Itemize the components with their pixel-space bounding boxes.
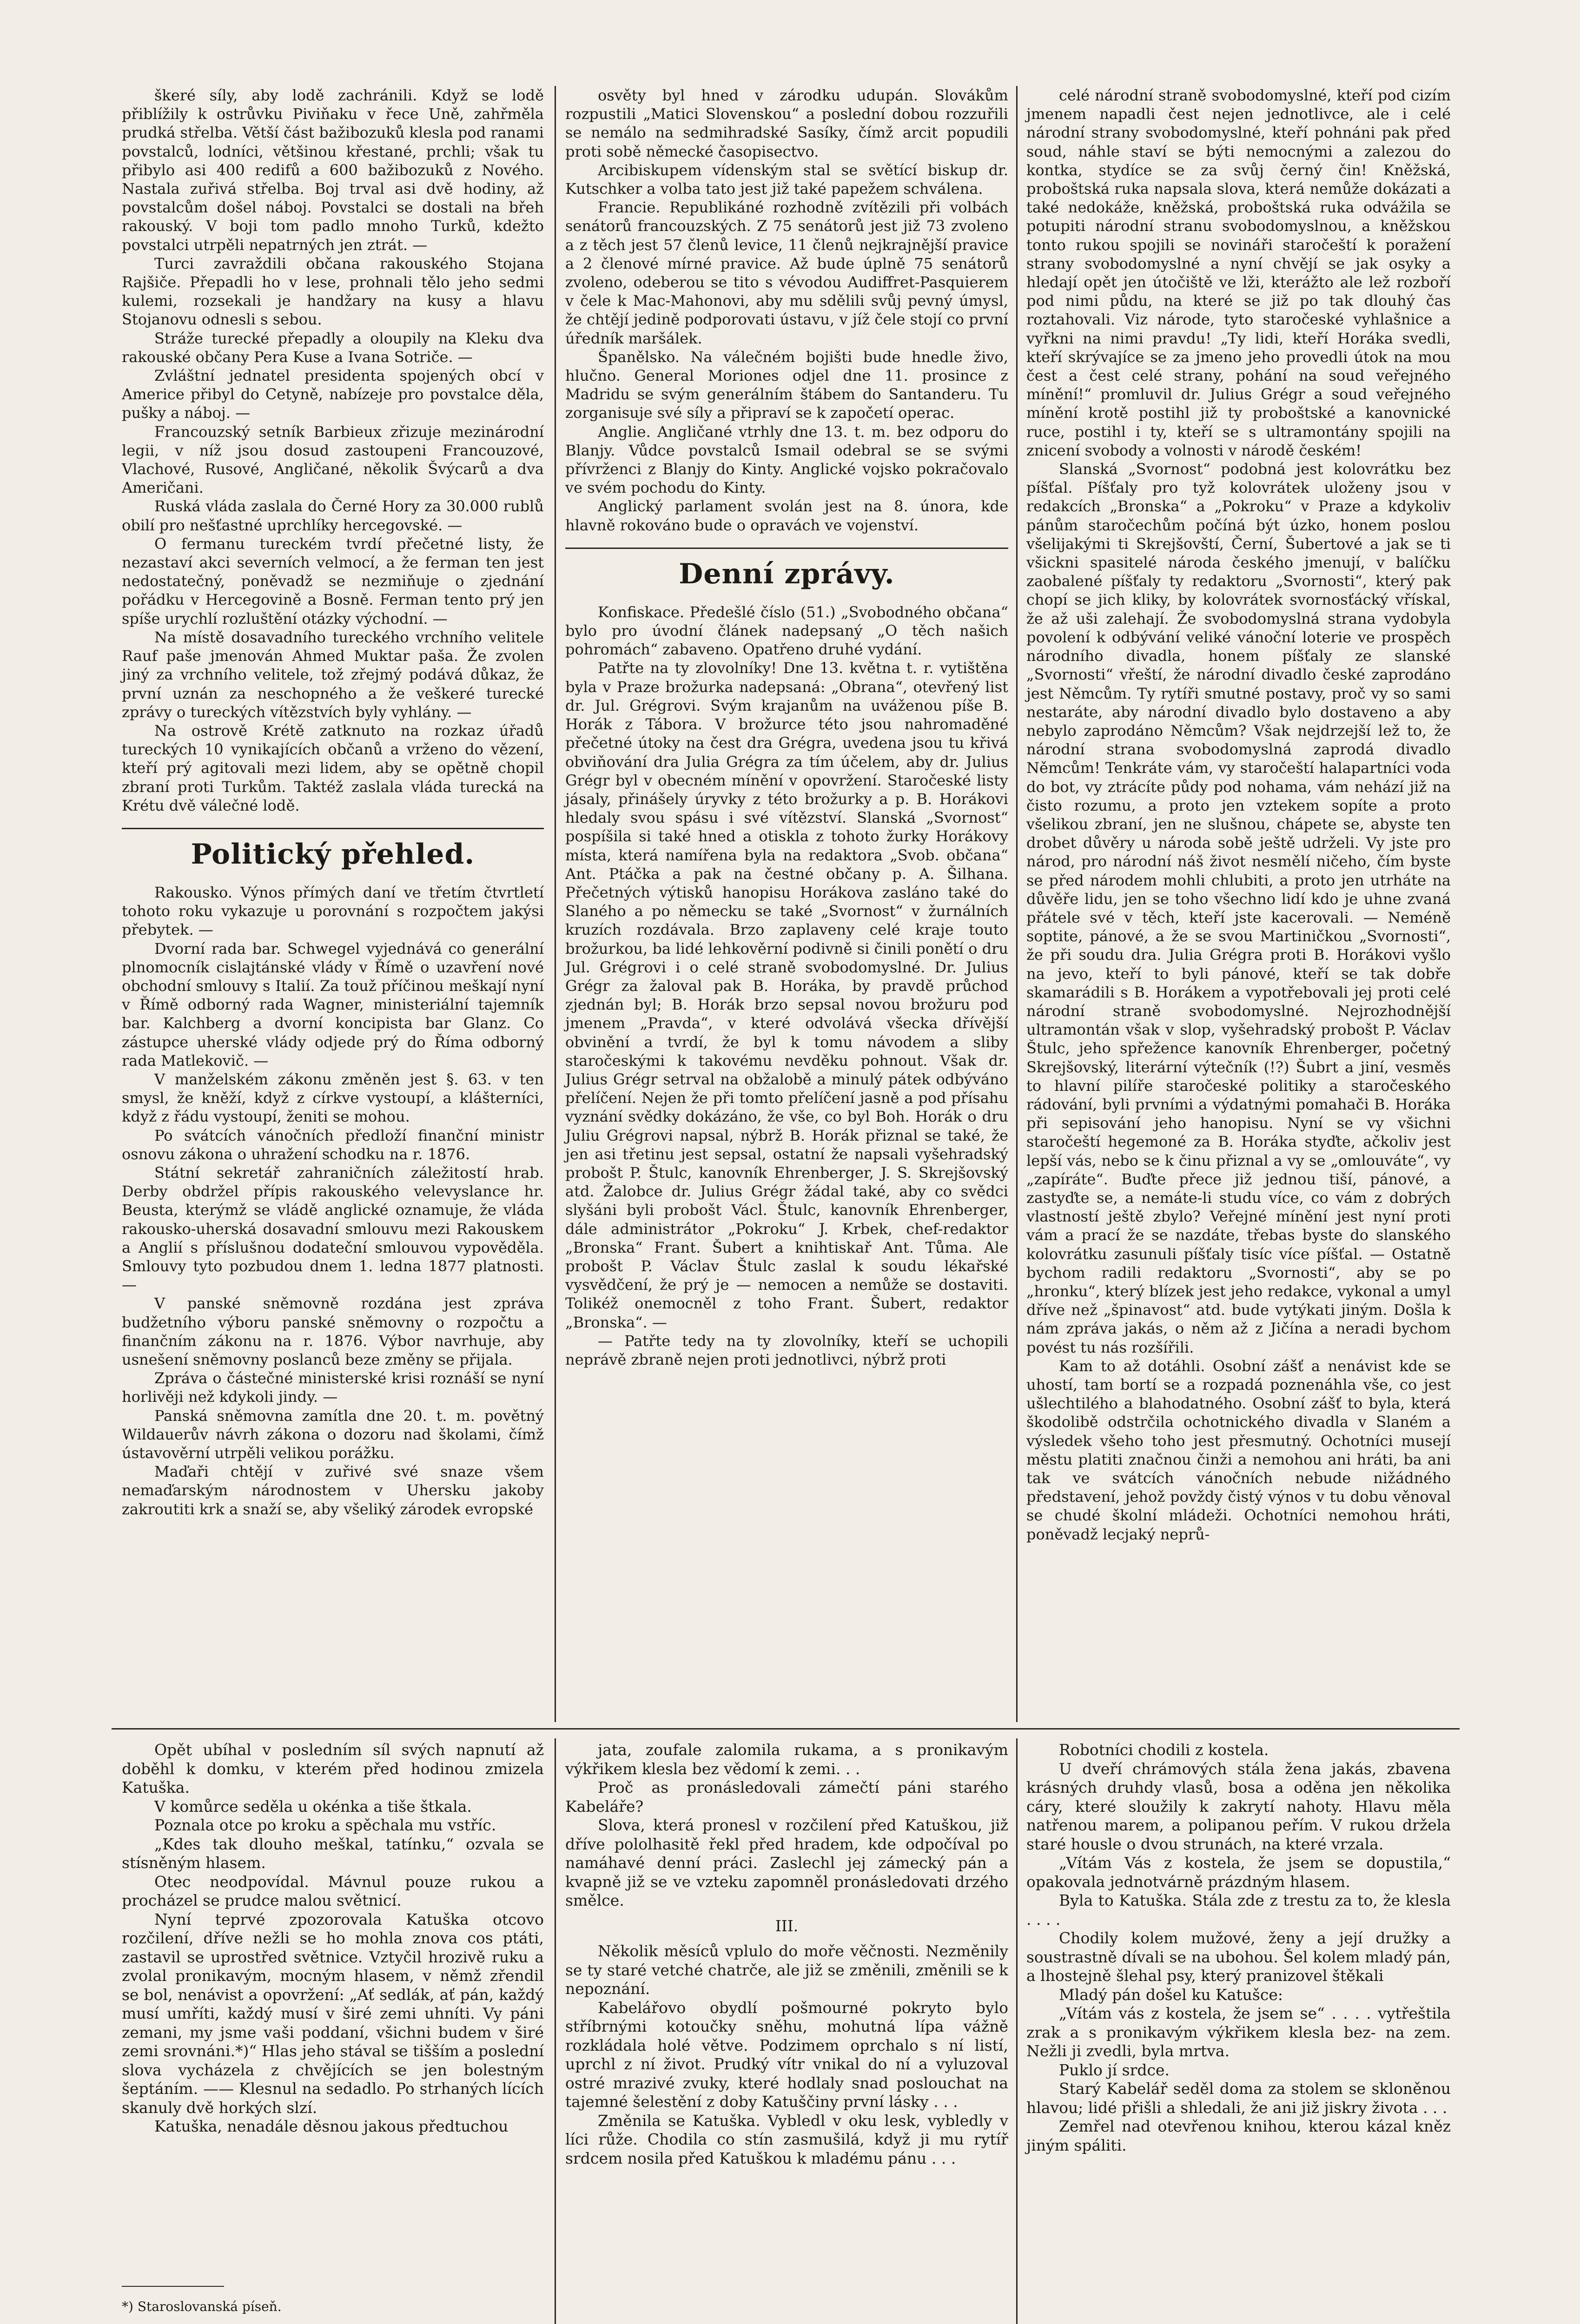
paragraph: „Vítám Vás z kostela, že jsem se dopustila,“ opakovala jednotvárně prázdným hlasem. [1026, 1854, 1451, 1891]
paragraph: Ruská vláda zaslala do Černé Hory za 30.000 rublů obilí pro nešťastné uprchlíky hercegovské. — [122, 497, 544, 534]
paragraph: jata, zoufale zalomila rukama, a s pronikavým výkřikem klesla bez vědomí k zemi. . . [565, 1741, 1008, 1778]
paragraph: Anglický parlament svolán jest na 8. února, kde hlavně rokováno bude o opravách ve vojenství. [565, 497, 1008, 534]
paragraph: „Vítám vás z kostela, že jsem se“ . . . . vytřeštila zrak a s pronikavým výkřikem klesla bez- na zem. Nežli ji zvedli, byla mrtva. [1026, 2004, 1451, 2060]
column-rule-2 [1016, 86, 1018, 1722]
paragraph: Opět ubíhal v posledním síl svých napnutí až doběhl k domku, v kterém před hodinou zmizela Katuška. [122, 1741, 544, 1796]
paragraph: Otec neodpovídal. Mávnul pouze rukou a procházel se prudce malou světnicí. [122, 1872, 544, 1909]
paragraph: Změnila se Katuška. Vybledl v oku lesk, vybledly v líci růže. Chodila co stín zasmušilá, když ji mu rytíř srdcem nosila před Katuškou k mladému pánu . . . [565, 2111, 1008, 2167]
paragraph: celé národní straně svobodomyslné, kteří pod cizím jmenem napadli čest nejen jednotlivce, ale i celé národní strany svobodomyslné, kteří pohnáni pak před soud, náhle staví se býti nemocnými a zalezou do kontka, stydíce se za svůj černý čin! Kněžská, proboštská ruka napsala slova, která nemůže dokázati a také nedokáže, kněžská, proboštská ruka odvážila se potupiti národní stranu svobodomyslnou, a kněžskou tonto rukou spojili se novináři staročeští k poražení strany svobodomyslné a nyní chvějí se jak osyky a hledají opět jen útočiště ve lži, kterážto ale lež rozboří pod nimi půdu, na které se již po tak dlouhý čas roztahovali. Viz národe, tyto staročeské vyhlašnice a vyřkni na nimi pravdu! „Ty lidi, kteří Horáka svedli, kteří skrývajíce se za jmeno jeho provedli útok na mou čest a čest celé strany, pohání na soud veřejného mínění!“ promluvil dr. Julius Grégr a soud veřejného mínění krotě postihl již ty proboštské a kanovnické ruce, postihl i ty, kteří se s ultramontány spojili na znicení svobody a volnosti v národě českém! [1026, 86, 1451, 459]
column-3 [1026, 86, 1451, 1544]
paragraph: Puklo jí srdce. [1059, 2060, 1170, 2079]
paragraph: Nyní teprvé zpozorovala Katuška otcovo rozčilení, dříve nežli se ho mohla znova cos ptáti, zastavil se uprostřed světnice. Vztyčil hrozivě ruku a zvolal pronikavým, mocným hlasem, v němž zřendil se bol, nenávist a opovržení: „Ať sedlák, ať pán, každý musí umříti, každý musí v širé zemi uhníti. Vy páni zemani, my jsme vaši poddaní, všichni budem v širé zemi srovnáni.*)“ Hlas jeho stával se tišším a poslední slova vycházela z chvějících se jen bolestným šeptáním. —— Klesnul na sedadlo. Po strhaných lících skanuly dvě horkých slzí. [122, 1910, 544, 2117]
paragraph: Maďaři chtějí v zuřivé své snaze všem nemaďarským národnostem v Uhersku jakoby zakroutiti krk a snaží se, aby všeliký zárodek evropské [122, 1463, 544, 1518]
feuilleton-rule-1 [555, 1738, 556, 2324]
column-1 [122, 86, 544, 1519]
feuilleton-divider [112, 1728, 1460, 1730]
paragraph: Na ostrově Krétě zatknuto na rozkaz úřadů tureckých 10 vynikajících občanů a vrženo do vězení, kteří prý agitovali mezi lidem, aby se opětně chopil zbraní proti Turkům. Taktéž zaslala vláda turecká na Krétu dvě válečné lodě. [122, 721, 544, 814]
paragraph: Byla to Katuška. Stála zde z trestu za to, že klesla . . . . [1026, 1891, 1451, 1928]
paragraph: Anglie. Angličané vtrhly dne 13. t. m. bez odporu do Blanjy. Vůdce povstalců Ismail odebral se se svými přívrženci z Blanjy do Kinty. Anglické vojsko pokračovalo ve svém pochodu do Kinty. [565, 423, 1008, 497]
paragraph: Zpráva o částečné ministerské krisi roznáší se nyní horlivěji než kdykoli jindy. — [122, 1369, 544, 1406]
footnote: *) Staroslovanská píseň. [122, 2299, 282, 2314]
paragraph: Starý Kabelář seděl doma za stolem se skloněnou hlavou; lidé přišli a shledali, že ani již jiskry života . . . [1026, 2080, 1451, 2117]
paragraph: Robotníci chodili z kostela. [1059, 1741, 1269, 1759]
paragraph: Několik měsíců vplulo do moře věčnosti. Nezměnily se ty staré vetché chatrče, ale již se změnili, změnili se k nepoznání. [565, 1942, 1008, 1998]
paragraph: Na místě dosavadního tureckého vrchního velitele Rauf paše jmenován Ahmed Muktar paša. Že zvolen jiný za vrchního velitele, tož zřejmý podává důkaz, že první uznán za neschopného a že veškeré turecké zprávy o tureckých vítězstvích byly vyhlány. — [122, 628, 544, 721]
paragraph: Po svátcích vánočních předloží finanční ministr osnovu zákona o uhražení schodku na r. 1876. [122, 1126, 544, 1163]
feuilleton-column-1 [122, 1741, 544, 2136]
paragraph: Mladý pán došel ku Katušce: [1059, 1985, 1283, 2004]
paragraph: Státní sekretář zahraničních záležitostí hrab. Derby obdržel přípis rakouského velevyslance hr. Beusta, kterýmž se vládě anglické oznamuje, že vláda rakousko-uherská dosavadní smlouvu mezi Rakouskem a Anglií s příslušnou dodateční smlouvou vypověděla. Smlouvy tyto pozbudou dnem 1. ledna 1877 platnosti. — [122, 1163, 544, 1294]
paragraph: Zemřel nad otevřenou knihou, kterou kázal kněz jiným spáliti. [1026, 2117, 1451, 2154]
feuilleton-rule-2 [1016, 1738, 1018, 2324]
chapter-number: III. [775, 1916, 799, 1935]
paragraph: V komůrce seděla u okénka a tiše štkala. [154, 1797, 472, 1816]
paragraph: Poznala otce po kroku a spěchala mu vstříc. [154, 1816, 496, 1834]
footnote-rule [122, 2286, 224, 2287]
paragraph: Slanská „Svornost“ podobná jest kolovrátku bez píšťal. Píšťaly pro tyž kolovrátek uloženy jsou v redakcích „Bronska“ a „Pokroku“ v Praze a kdykoliv pánům staročechům počíná být úzko, honem poslou všelijakými ti Skrejšovští, Černí, Šubertové a jak se ti všickni spasitelé národa českého jmenují, v balíčku zaobalené píšťaly ty redaktoru „Svornosti“, který pak chopí se jich kliky, by kolovrátek svornosťácký vřískal, že až uši zalehají. Že svobodomyslná strana vydobyla povolení k odbývání veliké vánoční loterie ve prospěch národního divadla, honem píšťaly ze slanské „Svornosti“ vřeští, že národní divadlo české zaprodáno jest Němcům. Ty rytíři smutné postavy, proč vy so sami nestaráte, aby národní divadlo bylo dostaveno a aby nebylo zaprodáno Němcům? Však nejdrzejší lež to, že národní strana svobodomyslná zaprodá divadlo Němcům! Tenkráte vám, vy staročeští halapartníci voda do bot, vy ztrácíte půdy pod nohama, vám nehází již na čisto rozumu, a proto jen vztekem sopíte a proto všelikou zbraní, jen ne slušnou, chápete se, abyste ten drobet důvěry u národa sobě ještě udrželi. Vy jste pro národ, pro národní náš život nesmělí ničeho, čím byste se před národem mohli chlubiti, a proto jen utrháte na důvěře lidu, jen se toho všechno lidí kdo je uhne zvaná přátele své v těch, kteří jste kacerovali. — Neméně soptite, pánové, a že se svou Martiničkou „Svornosti“, že při soudu dra. Julia Grégra proti B. Horákovi vyšlo na jevo, kteří to byli pánové, kteří se tak dobře skamarádili s B. Horákem a vypotřebovali jej proti celé národní straně svobodomyslné. Nejrozhodnější ultramontán však v slop, vyšehradský probošt P. Václav Štulc, jeho spřežence kanovník Ehrenberger, početný Skrejšovský, literární výtečník (!?) Šubrt a jiní, vesměs to hlavní pilíře staročeské politiky a staročeského rádování, byli prvními a výdatnými pomahači B. Horáka při sepisování jeho hanopisu. Nyní se vy všichni staročeští hegemoné za B. Horáka styďte, ačkoliv jest lepší vás, nebo se k činu přiznal a vy se „omlouváte“, vy „zapíráte“. Buďte přece již jednou tiší, pánové, a zastyďte se, a nemáte-li studu více, co vám z dobrých vlastností ještě zbylo? Veřejné mínění jest nyní proti vám a prací že se nazdáte, třebas byste do slanského kolovrátku zasunuli píšťaly tisíc více píšťal. — Ostatně bychom radili redaktoru „Svornosti“, aby se po „hronku“, který blízek jest jeho redakce, vykonal a umyl dříve než „špinavost“ atd. bude vytýkati jiným. Došla k nám zpráva jakás, o něm až z Jičína a neradi bychom povést tu nás rozšířili. [1026, 460, 1451, 1356]
paragraph: Kam to až dotáhli. Osobní zášť a nenávist kde se uhostí, tam bortí se a rozpadá poznenáhla vše, co jest ušlechtilého a blahodatného. Osobní zášť to byla, která škodolibě odstrčila ochotnického divadla v Slaném a výsledek všeho toho jest přesmutný. Ochotníci musejí městu platiti značnou činži a nemohou ani hráti, ba ani tak ve svátcích vánočních nebude nižádného představení, jehož povždy čistý výnos v tu dobu věnoval se chudé školní mládeži. Ochotníci nemohou hráti, poněvadž lecjaký neprů- [1026, 1357, 1451, 1543]
paragraph: „Kdes tak dlouho meškal, tatínku,“ ozvala se stísněným hlasem. [122, 1835, 544, 1872]
paragraph: Slova, která pronesl v rozčilení před Katuškou, již dříve pololhasitě řekl před hradem, kde odpočíval po namáhavé denní práci. Zaslechl jej zámecký pán a kvapně již se ve vzteku zapomněl pronásledovati drzého smělce. [565, 1816, 1008, 1909]
paragraph: Francie. Republikáné rozhodně zvítězili při volbách senátorů francouzských. Z 75 senátorů jest již 73 zvoleno a z těch jest 57 členů levice, 11 členů nejkrajnější pravice a 2 členové mírné pravice. Až bude úplně 75 senátorů zvoleno, odeberou se tito s vévodou Audiffret-Pasquierem v čele k Mac-Mahonovi, aby mu sdělili svůj pevný úmysl, že chtějí jedině podporovati ústavu, v jíž čele stojí co první úředník maršálek. [565, 198, 1008, 347]
paragraph: Rakousko. Výnos přímých daní ve třetím čtvrtletí tohoto roku vykazuje u porovnání s rozpočtem jakýsi přebytek. — [122, 883, 544, 939]
paragraph: Chodily kolem mužové, ženy a její družky a soustrastně dívali se na ubohou. Šel kolem mladý pán, a lhostejně šlehal psy, který pranizovel štěkali [1026, 1929, 1451, 1985]
paragraph: Patřte na ty zlovolníky! Dne 13. května t. r. vytištěna byla v Praze brožurka nadepsaná: „Obrana“, otevřený list dr. Jul. Grégrovi. Svým krajanům na uváženou píše B. Horák z Tábora. V brožurce této jsou nahromaděné přečetné útoky na čest dra Grégra, uvedena jsou tu křivá obviňování dra Julia Grégra za tím účelem, aby dr. Julius Grégr byl v obecném mínění v opovržení. Staročeské listy jásaly, přinášely úryvky z této brožurky a p. B. Horákovi hledaly svou spásu i své vítězství. Slanská „Svornost“ pospíšila si také hned a otiskla z tohoto žurky Horákovy místa, která namířena byla na redaktora „Svob. občana“ Ant. Ptáčka a pak na čestné občany p. A. Šilhana. Přečetných výtisků hanopisu Horákova zasláno také do Slaného a po německu se také „Svornost“ v žurnálních kruzích rozdávala. Brzo zaplaveny celé kraje touto brožurkou, ba lidé lehkověrní podivně si činili ponětí o dru Jul. Grégrovi i o celé straně svobodomyslné. Dr. Julius Grégr za žaloval pak B. Horáka, by pravdě průchod zjednán byl; B. Horák brzo sepsal novou brožuru pod jmenem „Pravda“, v které odvolává všecka dřívější obvinění a tvrdí, že byl k tomu návodem a sliby staročeskými k takovému nevděku pohnout. Však dr. Julius Grégr setrval na obžalobě a minulý pátek odbýváno přelíčení. Nejen že při tomto přelíčení jasně a pod přísahu vyznání svědky dokázáno, že vše, co byl Boh. Horák o dru Juliu Grégrovi napsal, nýbrž B. Horák přiznal se také, že jen asi třetinu jest sepsal, ostatní že napsali vyšehradský probošt P. Štulc, kanovník Ehrenberger, J. S. Skrejšovský atd. Žalobce dr. Julius Grégr žádal také, aby co svědci slyšáni byli probošt Václ. Štulc, kanovník Ehrenberger, dále administrátor „Pokroku“ J. Krbek, chef-redaktor „Bronska“ Frant. Šubert a knihtiskař Ant. Tůma. Ale probošt P. Václav Štulc zaslal k soudu lékařské vysvědčení, že prý je — nemocen a nemůže se dostaviti. Tolikéž onemocněl z toho Frant. Šubert, redaktor „Bronska“. — [565, 659, 1008, 1331]
paragraph: Stráže turecké přepadly a oloupily na Kleku dva rakouské občany Pera Kuse a Ivana Sotriče. — [122, 329, 544, 366]
feuilleton-column-3 [1026, 1741, 1451, 2155]
paragraph: Turci zavraždili občana rakouského Stojana Rajšiče. Přepadli ho v lese, prohnali tělo jeho sedmi kulemi, rozsekali je handžary na kusy a hlavu Stojanovu odnesli s sebou. [122, 254, 544, 329]
paragraph: osvěty byl hned v zárodku udupán. Slovákům rozpustili „Matici Slovenskou“ a poslední dobou rozzuřili se nemálo na sedmihradské Sasíky, čímž arcit popudili proti sobě německé časopisectvo. [565, 86, 1008, 160]
paragraph: Zvláštní jednatel presidenta spojených obcí v Americe přibyl do Cetyně, nabízeje pro povstalce děla, pušky a náboj. — [122, 367, 544, 422]
paragraph: U dveří chrámových stála žena jakás, zbavena krásných druhdy vlasů, bosa a oděna jen několika cáry, které sloužily k zakrytí nahoty. Hlavu měla natřenou marem, a polipanou peřím. V rukou držela staré housle o dvou strunách, na které vrzala. [1026, 1759, 1451, 1853]
paragraph: O fermanu tureckém tvrdí přečetné listy, že nezastaví akci severních velmocí, a že ferman ten jest nedostatečný, poněvadž se nezmiňuje o zjednání pořádku v Hercegovině a Bosně. Ferman tento prý jen spíše urychlí rozluštění otázky východní. — [122, 535, 544, 627]
paragraph: Kabelářovo obydlí pošmourné pokryto bylo stříbrnými kotoučky sněhu, mohutná lípa vážně rozkládala holé větve. Podzimem oprchalo s ní listí, uprchl z ní život. Prudký vítr vnikal do ní a vyluzoval ostré mrazivé zvuky, které hodlaly snad poslouchat na tajemné šelestění z doby Katuščiny první lásky . . . [565, 1998, 1008, 2111]
paragraph: V panské sněmovně rozdána jest zpráva budžetního výboru panské sněmovny o rozpočtu a finančním zákonu na r. 1876. Výbor navrhuje, aby usnešení sněmovny poslanců beze změny se přijala. [122, 1294, 544, 1368]
paragraph: V manželském zákonu změněn jest §. 63. v ten smysl, že kněží, když z církve vystoupí, a klášterníci, když z řádu vystoupí, ženiti se mohou. [122, 1070, 544, 1126]
section-headline-daily-news: Denní zprávy. [565, 548, 1008, 593]
paragraph: škeré síly, aby lodě zachránili. Když se lodě přiblížily k ostrůvku Piviňaku v řece Uně, zahřměla prudká střelba. Větší část bažibozuků klesla pod ranami povstalců, lodníci, většinou křestané, prchli; však tu přibylo asi 400 redifů a 600 bažibozuků z Nového. Nastala zuřivá střelba. Boj trval asi dvě hodiny, až povstalcům došel náboj. Povstalci se dostali na břeh rakouský. V boji tom padlo mnoho Turků, kdežto povstalci utrpěli nepatrných jen ztrát. — [122, 86, 544, 254]
paragraph: Španělsko. Na válečném bojišti bude hnedle živo, hlučno. General Moriones odjel dne 11. prosince z Madridu se svým generálním štábem do Santanderu. Tu zorganisuje své síly a připraví se k započetí operac. [565, 348, 1008, 422]
feuilleton-column-2 [565, 1741, 1008, 2168]
paragraph: Panská sněmovna zamítla dne 20. t. m. povětný Wildauerův návrh zákona o dozoru nad školami, čímž ústavověrní utrpěli velikou porážku. [122, 1406, 544, 1462]
paragraph: Katuška, nenadále děsnou jakous předtuchou [154, 2117, 509, 2135]
paragraph: Francouzský setník Barbieux zřizuje mezinárodní legii, v níž jsou dosud zastoupeni Francouzové, Vlachové, Rusové, Angličané, několik Švýcarů a dva Američani. [122, 423, 544, 497]
paragraph: — Patřte tedy na ty zlovolníky, kteří se uchopili neprávě zbraně nejen proti jednotlivci, nýbrž proti [565, 1332, 1008, 1368]
paragraph: Dvorní rada bar. Schwegel vyjednává co generální plnomocník cislajtánské vlády v Římě o uzavření nové obchodní smlouvy s Italií. Za touž příčinou meškají nyní v Římě odborný rada Wagner, ministeriální tajemník bar. Kalchberg a dvorní koncipista bar Glanz. Co zástupce uherské vlády odjede prý do Říma odborný rada Matlekovič. — [122, 939, 544, 1070]
column-rule-1 [555, 86, 556, 1722]
paragraph: Proč as pronásledovali zámečtí páni starého Kabeláře? [565, 1778, 1008, 1816]
paragraph: Arcibiskupem vídenským stal se světící biskup dr. Kutschker a volba tato jest již také papežem schválena. [565, 161, 1008, 198]
paragraph: Konfiskace. Předešlé číslo (51.) „Svobodného občana“ bylo pro úvodní článek nadepsaný „O těch našich pohromách“ zabaveno. Opatřeno druhé vydání. [565, 603, 1008, 659]
column-2 [565, 86, 1008, 1369]
section-headline-politics: Politický přehled. [122, 828, 544, 873]
